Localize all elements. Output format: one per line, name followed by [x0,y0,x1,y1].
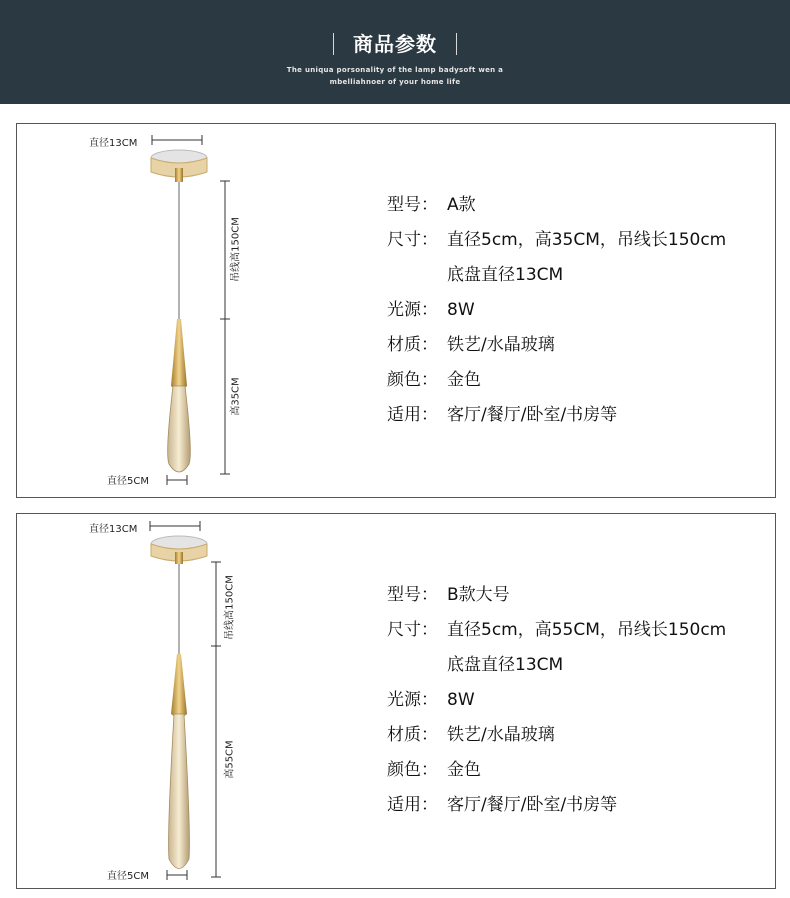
dim-lamp-height: 高35CM [230,377,242,416]
spec-key: 材质： [387,725,438,745]
banner-subtitle-1: The uniqua porsonality of the lamp badysoft wen a [286,66,504,74]
product-card-b [16,513,776,889]
spec-value: 铁艺/水晶玻璃 [447,725,555,745]
header-banner [0,0,790,104]
page-title: 商品参数 [353,32,437,56]
spec-value: 直径5cm，高55CM，吊线长150cm [447,620,727,640]
spec-value: 8W [447,300,475,320]
spec-key: 颜色： [387,370,438,390]
spec-value: 铁艺/水晶玻璃 [447,335,555,355]
spec-key: 型号： [387,585,438,605]
spec-key: 材质： [387,335,438,355]
dim-bottom-diameter: 直径5CM [107,871,149,882]
spec-key: 颜色： [387,760,438,780]
product-card-a [16,123,776,498]
title-divider-right [456,33,457,55]
dim-base-diameter: 直径13CM [89,524,138,535]
spec-key: 型号： [387,195,438,215]
spec-value: A款 [447,195,476,215]
spec-value: 客厅/餐厅/卧室/书房等 [447,795,618,815]
spec-key: 尺寸： [387,620,438,640]
spec-value: 金色 [447,370,481,390]
dim-cable-length: 吊线高150CM [230,217,242,282]
spec-value: B款大号 [447,585,510,605]
spec-key: 光源： [387,690,438,710]
spec-value: 直径5cm，高35CM，吊线长150cm [447,230,727,250]
dim-cable-length: 吊线高150CM [224,575,236,640]
dim-base-diameter: 直径13CM [89,138,138,149]
spec-key: 适用： [387,405,438,425]
spec-value: 8W [447,690,475,710]
spec-value: 底盘直径13CM [447,265,564,285]
spec-value: 金色 [447,760,481,780]
spec-value: 客厅/餐厅/卧室/书房等 [447,405,618,425]
banner-subtitle-2: mbelliahnoer of your home life [329,78,461,86]
dim-bottom-diameter: 直径5CM [107,476,149,487]
spec-key: 适用： [387,795,438,815]
title-wrap [0,30,790,60]
dim-lamp-height: 高55CM [224,740,236,779]
spec-value: 底盘直径13CM [447,655,564,675]
spec-key: 光源： [387,300,438,320]
spec-key: 尺寸： [387,230,438,250]
